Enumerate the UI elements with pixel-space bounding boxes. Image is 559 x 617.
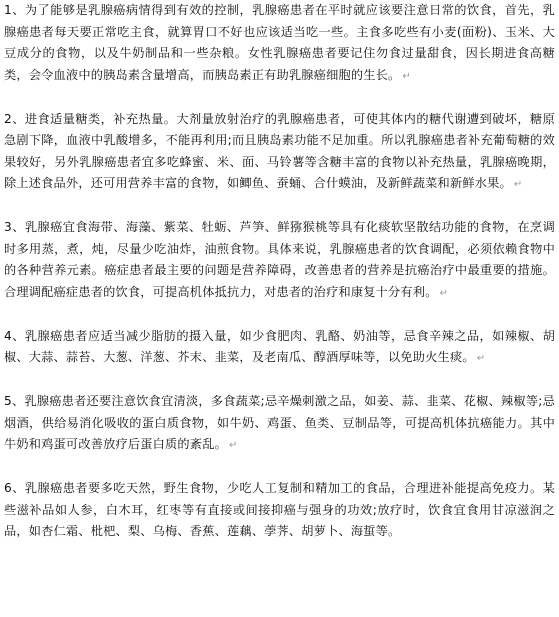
paragraph-2 <box>4 109 555 196</box>
paragraph-mark-icon: ↵ <box>439 287 449 299</box>
paragraph-mark-icon: ↵ <box>402 70 411 82</box>
paragraph-4 <box>4 326 555 370</box>
paragraph-spacer <box>4 457 555 479</box>
paragraph-mark-icon: ↵ <box>513 179 523 190</box>
paragraph-text: 6、乳腺癌患者要多吃天然，野生食物，少吃人工复制和精加工的食品，合理进补能提高免疫力。某些滋补品如人参，白木耳，红枣等有直接或间接抑癌与强身的功效;放疗时，饮食宜食用甘凉滋润之品，如杏仁霜、枇杷、梨、乌梅、香蕉、莲藕、荸荠、胡萝卜、海蜇等。 <box>4 481 555 538</box>
paragraph-text: 3、乳腺癌宜食海带、海藻、紫菜、牡蛎、芦笋、鲜猕猴桃等具有化痰软坚散结功能的食物，在烹调时多用蒸，煮，炖，尽量少吃油炸，油煎食物。具体来说，乳腺癌患者的饮食调配，必须依赖食物中的各种营养元素。癌症患者最主要的问题是营养障碍，改善患者的营养是抗癌治疗中最重要的措施。合理调配癌症患者的饮食，可提高机体抵抗力，对患者的治疗和康复十分有利。 <box>4 220 555 299</box>
paragraph-text: 2、进食适量糖类，补充热量。大剂量放射治疗的乳腺癌患者，可使其体内的糖代谢遭到破坏，糖原急剧下降，血液中乳酸增多，不能再利用;而且胰岛素功能不足加重。所以乳腺癌患者补充葡萄糖的效果较好，另外乳腺癌患者宜多吃蜂蜜、米、面、马铃薯等含糖丰富的食物以补充热量，乳腺癌晚期，除上述食品外，还可用营养丰富的食物，如鲫鱼、蚕蛹、合什蟆油，及新鲜蔬菜和新鲜水果。 <box>4 111 555 190</box>
paragraph-6 <box>4 478 555 543</box>
paragraph-spacer <box>4 304 555 326</box>
paragraph-text: 1、为了能够是乳腺癌病情得到有效的控制，乳腺癌患者在平时就应该要注意日常的饮食，首先，乳腺癌患者每天要正常吃主食，就算胃口不好也应该适当吃一些。主食多吃些有小麦(面粉)、玉米、大豆成分的食物，以及牛奶制品和一些杂粮。女性乳腺癌患者要记住勿食过量甜食，因长期进食高糖类，会令血液中的胰岛素含量增高，而胰岛素正有助乳腺癌细胞的生长。 <box>4 3 555 82</box>
paragraph-5 <box>4 391 555 457</box>
paragraph-1 <box>4 0 555 87</box>
paragraph-mark-icon: ↵ <box>228 440 238 451</box>
paragraph-3 <box>4 217 555 304</box>
paragraph-spacer <box>4 370 555 392</box>
paragraph-mark-icon: ↵ <box>476 353 486 364</box>
paragraph-spacer <box>4 87 555 109</box>
paragraph-text: 4、乳腺癌患者应适当减少脂肪的摄入量，如少食肥肉、乳酪、奶油等，忌食辛辣之品，如辣椒、胡椒、大蒜、蒜苔、大葱、洋葱、芥末、韭菜，及老南瓜、醇酒厚味等，以免助火生痰。 <box>4 328 555 364</box>
paragraph-spacer <box>4 196 555 218</box>
paragraph-text: 5、乳腺癌患者还要注意饮食宜清淡，多食蔬菜;忌辛燥刺激之品，如姜、蒜、韭菜、花椒、辣椒等;忌烟酒，供给易消化吸收的蛋白质食物，如牛奶、鸡蛋、鱼类、豆制品等，可提高机体抗癌能力。其中牛奶和鸡蛋可改善放疗后蛋白质的紊乱。 <box>4 394 555 451</box>
